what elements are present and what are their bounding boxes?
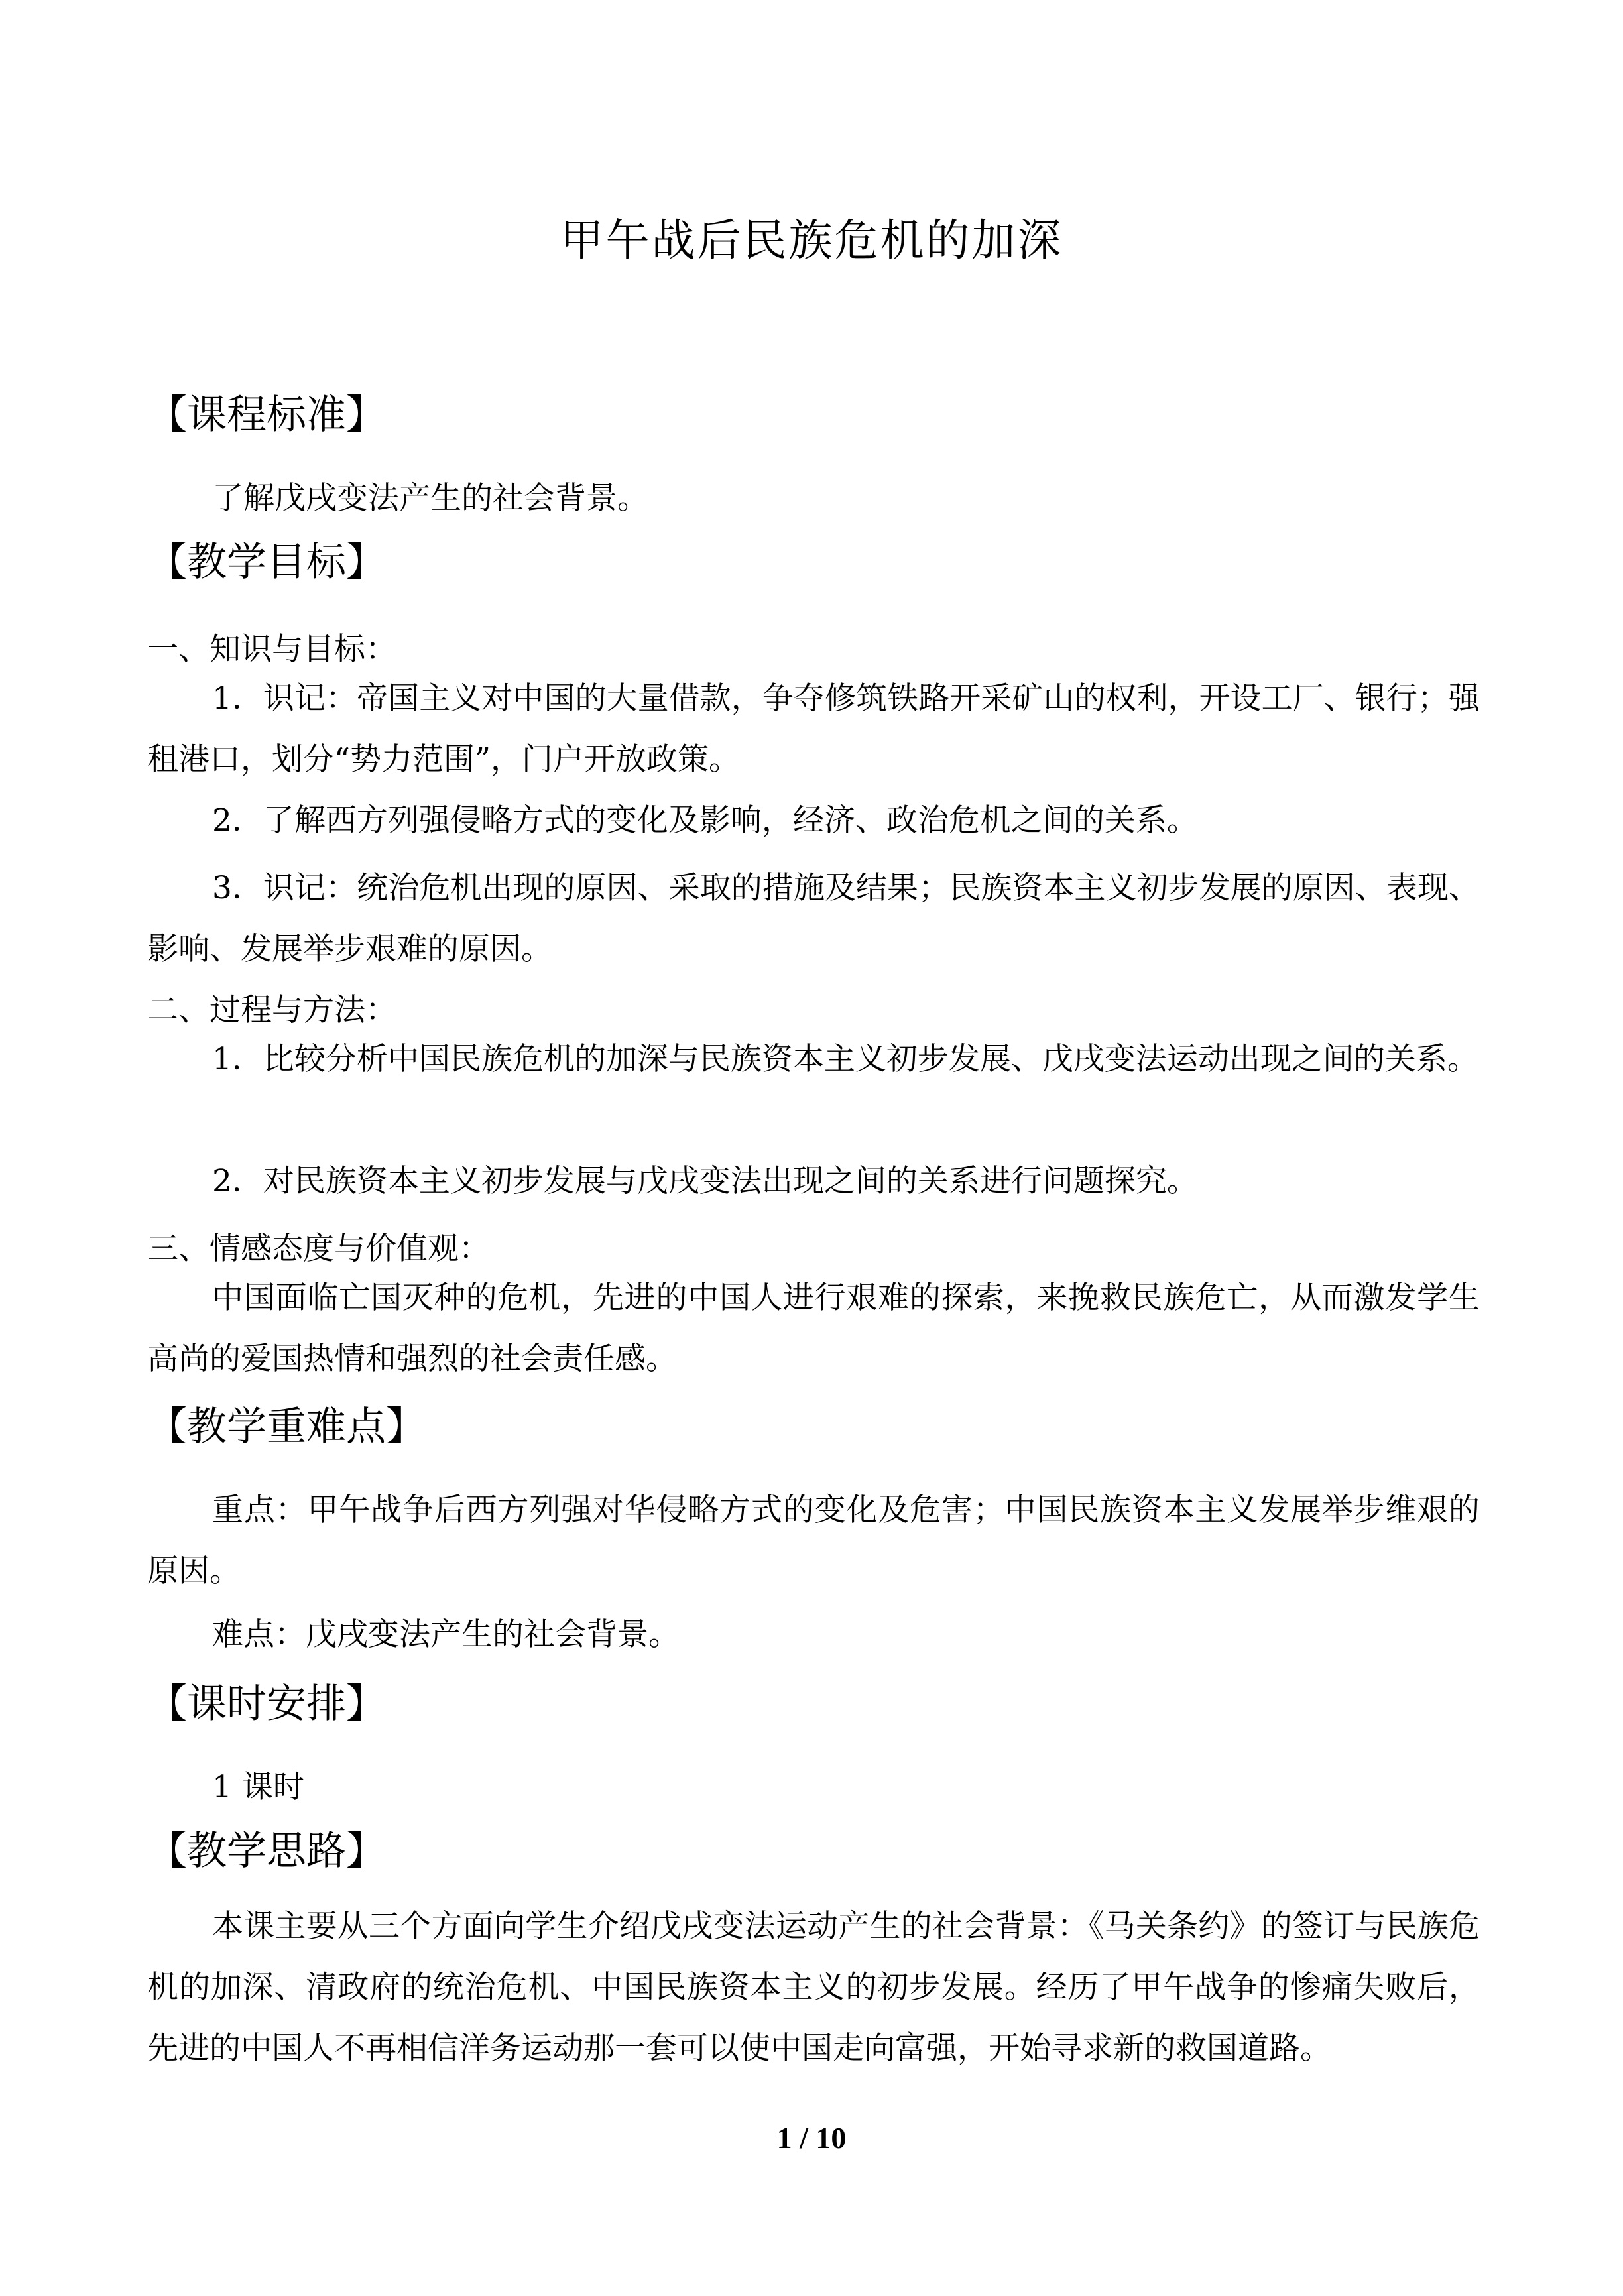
heading-schedule: 【课时安排】 xyxy=(147,1681,386,1727)
teaching-approach-text: 本课主要从三个方面向学生介绍戊戌变法运动产生的社会背景：《马关条约》的签订与民族危机的加深、清政府的统治危机、中国民族资本主义的初步发展。经历了甲午战争的惨痛失败后，先进的中国人不再相信洋务运动那一套可以使中国走向富强，开始寻求新的救国道路。 xyxy=(147,1908,1480,2067)
key-point-text: 重点：甲午战争后西方列强对华侵略方式的变化及危害；中国民族资本主义发展举步维艰的原因。 xyxy=(147,1492,1480,1589)
values-text: 中国面临亡国灭种的危机，先进的中国人进行艰难的探索，来挽救民族危亡，从而激发学生高尚的爱国热情和强烈的社会责任感。 xyxy=(147,1280,1480,1377)
process-heading: 二、过程与方法： xyxy=(147,992,396,1028)
knowledge-item-1: 1．识记：帝国主义对中国的大量借款，争夺修筑铁路开采矿山的权利，开设工厂、银行；强租港口，划分“势力范围”，门户开放政策。 xyxy=(147,680,1480,778)
schedule-text: 1 课时 xyxy=(212,1769,304,1805)
difficult-point-text: 难点：戊戌变法产生的社会背景。 xyxy=(212,1616,680,1653)
heading-teaching-objectives: 【教学目标】 xyxy=(147,539,386,585)
page-number: 1 / 10 xyxy=(776,2121,847,2155)
knowledge-heading: 一、知识与目标： xyxy=(147,631,396,668)
process-item-1: 1．比较分析中国民族危机的加深与民族资本主义初步发展、戊戌变法运动出现之间的关系。 xyxy=(212,1041,1478,1077)
document-title: 甲午战后民族危机的加深 xyxy=(560,215,1063,266)
knowledge-item-3: 3．识记：统治危机出现的原因、采取的措施及结果；民族资本主义初步发展的原因、表现、影响、发展举步艰难的原因。 xyxy=(147,870,1480,967)
heading-key-points: 【教学重难点】 xyxy=(147,1404,426,1450)
values-heading: 三、情感态度与价值观： xyxy=(147,1231,490,1267)
knowledge-item-2: 2．了解西方列强侵略方式的变化及影响，经济、政治危机之间的关系。 xyxy=(212,802,1198,839)
heading-teaching-approach: 【教学思路】 xyxy=(147,1828,386,1874)
heading-course-standard: 【课程标准】 xyxy=(147,392,386,438)
course-standard-text: 了解戊戌变法产生的社会背景。 xyxy=(212,480,648,516)
process-item-2: 2．对民族资本主义初步发展与戊戌变法出现之间的关系进行问题探究。 xyxy=(212,1163,1198,1199)
